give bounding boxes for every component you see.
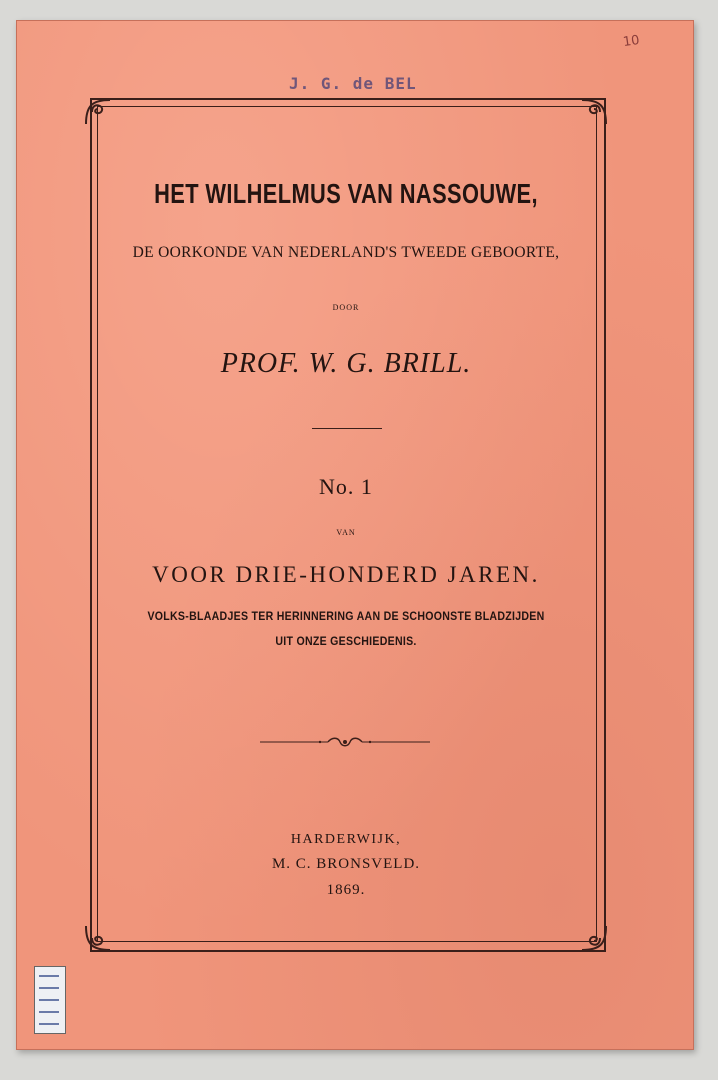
pencil-mark: 10 [622,32,641,51]
inner-frame [97,106,597,942]
corner-flourish-icon [82,96,114,128]
series-subtitle-line-1: VOLKS-BLAADJES TER HERINNERING AAN DE SCHOONSTE BLADZIJDEN [147,611,545,623]
divider-rule [312,428,382,429]
book-title: HET WILHELMUS VAN NASSOUWE, [154,178,538,209]
corner-flourish-icon [82,922,114,954]
issue-number: No. 1 [319,474,373,499]
library-label-icon [34,966,66,1034]
of-line: VAN [336,528,356,537]
ornament-divider-icon [258,734,432,750]
series-title: VOOR DRIE-HONDERD JAREN. [152,562,540,587]
book-subtitle: DE OORKONDE VAN NEDERLAND'S TWEEDE GEBOORTE, [132,244,560,261]
corner-flourish-icon [578,96,610,128]
by-line: DOOR [332,303,360,312]
series-subtitle-line-2: UIT ONZE GESCHIEDENIS. [275,636,417,648]
corner-flourish-icon [578,922,610,954]
owner-stamp: J. G. de BEL [289,74,417,93]
publication-place: HARDERWIJK, [290,832,402,847]
publisher-name: M. C. BRONSVELD. [271,856,421,872]
publication-year: 1869. [326,882,366,898]
author-name: PROF. W. G. BRILL. [220,348,472,379]
